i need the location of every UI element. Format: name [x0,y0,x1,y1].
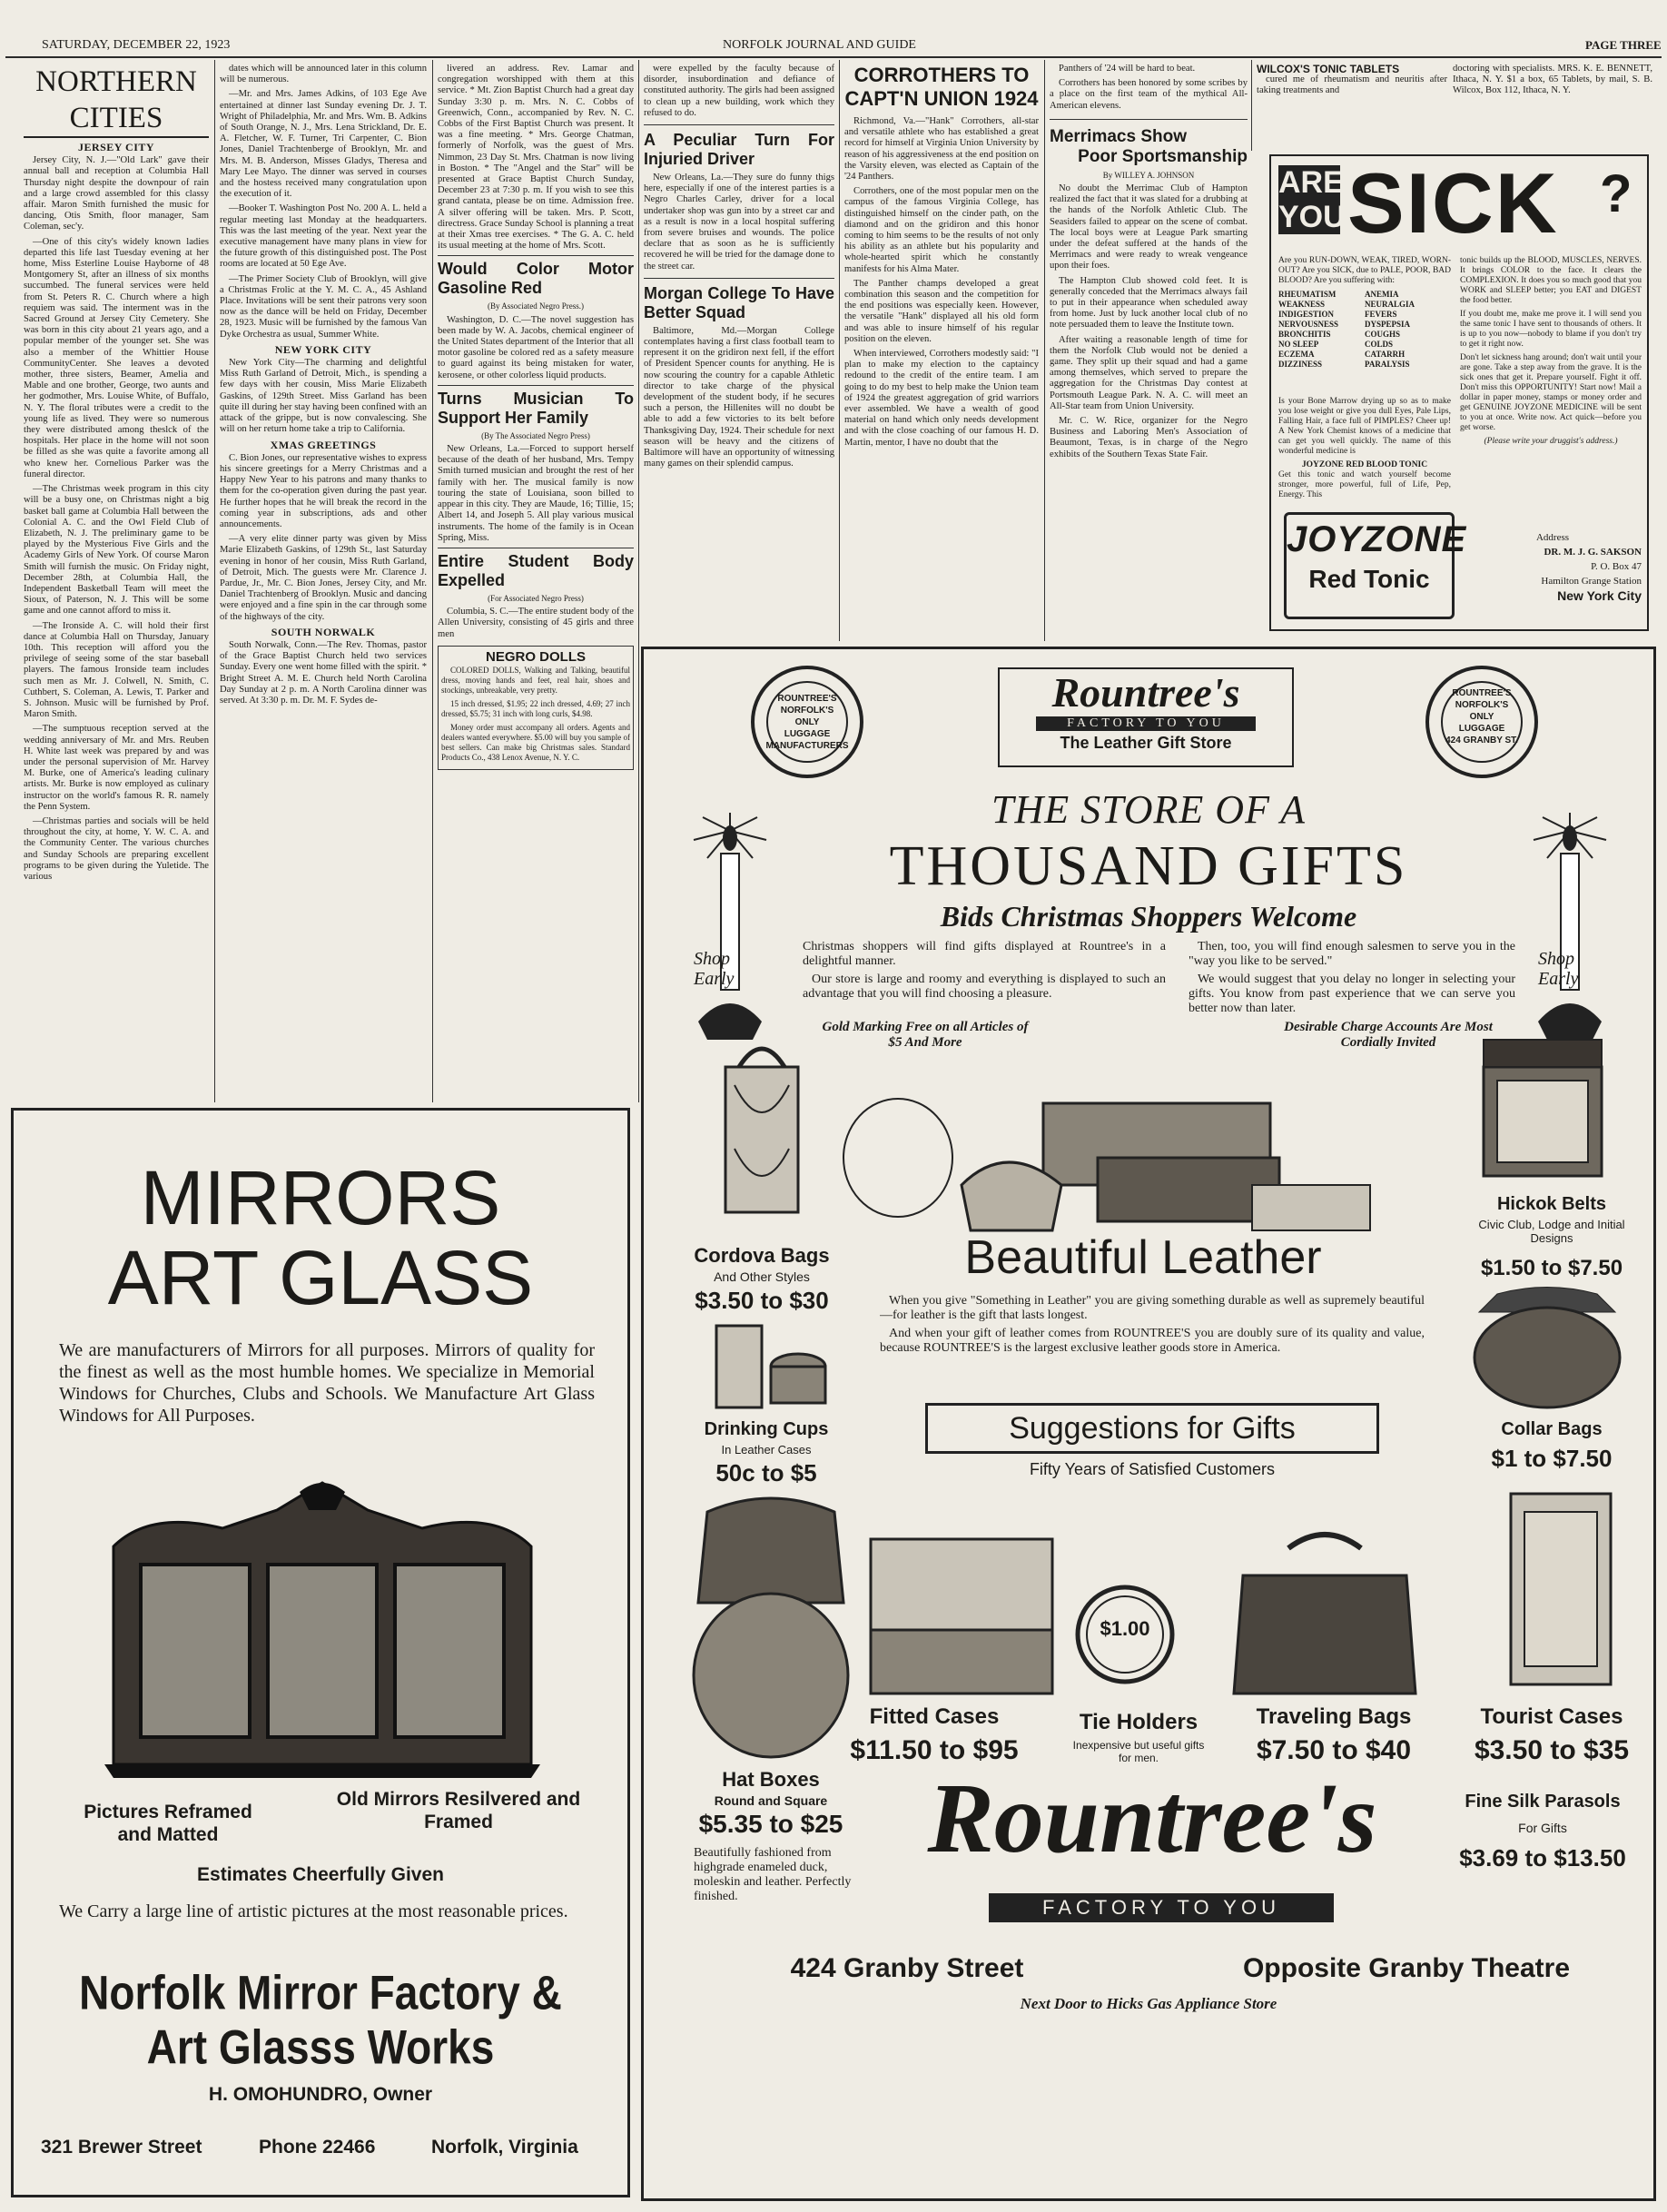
open-fitted-case-illustration [862,1521,1061,1703]
doctor-name: DR. M. J. G. SAKSON [1544,547,1642,558]
pictures-line: We Carry a large line of artistic pictures at the most reasonable prices. [59,1901,568,1921]
new-york-head: NEW YORK CITY [274,342,372,356]
joyzone-right-1: tonic builds up the BLOOD, MUSCLES, NERVES. It brings COLOR to the face. It clears the COMPLEXION. It does you so much good that you WORK and SLEEP better; you EAT and DIGEST the food better. [1460,256,1642,305]
hickok-sub: Civic Club, Lodge and Initial Designs [1478,1218,1625,1245]
column-1 [24,64,209,1108]
owner: H. OMOHUNDRO, Owner [208,2084,433,2105]
ailment-item: DYSPEPSIA [1365,320,1411,329]
wilcox-head: WILCOX'S TONIC TABLETS [1257,64,1400,75]
factory-to-you-top: FACTORY TO YOU [1036,716,1256,731]
seal-top: ROUNTREE'S [1452,688,1512,698]
charge-accounts: Desirable Charge Accounts Are Most Cordially Invited [1284,1020,1493,1050]
beautiful-leather: Beautiful Leather [964,1231,1322,1284]
wilcox-text: cured me of rheumatism and neuritis after taking treatments and [1257,74,1447,96]
joyzone-right-text [1460,256,1642,528]
article-paragraph: Corrothers has been honored by some scribes by a place on the first team of the mythical All-American elevens. [1050,78,1248,111]
seal-norfolk: NORFOLK'S [1455,700,1509,710]
bids-christmas: Bids Christmas Shoppers Welcome [940,900,1357,933]
article-paragraph: livered an address. Rev. Lamar and congregation worshipped with them at this service. * Mt. Zion Baptist Church had a great day Sunday 3:30 p. m. Mrs. N. C. Cobbs of Greenwich, Conn., accompanied by Rev. N. C. Cobbs of the First Baptist Church was present. It was a fine meeting. * Mrs. George Chatman, formerly of Norfolk, was the guest of Mrs. Nimmon, 23 Day St. Mrs. Chatman is now living in Boston. * The "Angel and the Star" will be presented at Grace Baptist Church Sunday, December 23 at 7:30 p. m. If you wish to see this grand cantata, please be on time. Admission free. A silver offering will be taken. Mrs. P. Scott, directress. Grace Sunday School is planning a treat at their Xmas tree exercises. * The G. A. C. held its usual meeting at the home of Mrs. Scott. [438,64,634,252]
question-mark: ? [1600,164,1632,223]
byline: By WILLEY A. JOHNSON [1102,170,1195,180]
south-norwalk-head: SOUTH NORWALK [271,625,376,638]
article-paragraph: Corrothers, one of the most popular men on the campus of the famous Virginia College, has distinguished himself on the cinder path, on the diamond and on the gridiron and this honor coming to him seems to be the results of not only his ability as an athlete but his popularity and whole-hearted spirit which he constantly manifests for his Alma Mater. [844,186,1039,274]
masthead [5,33,1662,58]
joyzone-logo-box [1284,512,1467,619]
ailment-item: COLDS [1365,340,1394,349]
article-paragraph: Washington, D. C.—The novel suggestion has been made by W. A. Jacobs, chemical engineer of the United States department of the Interior that all motor gasoline be colored red as a safety measure to guard against its being mistaken for water, kerosene, or other colorless liquid products. [438,314,634,380]
leather-text-1: When you give "Something in Leather" you are giving something durable as well as supremely beautiful—for leather is the gift that lasts longest. [880,1294,1425,1322]
article-paragraph: The Hampton Club showed cold feet. It is generally conceded that the Merrimacs always fail to put in their appearance when scheduled away from home. Just by luck another local club of no note persuaded them to leave the Institute town. [1050,275,1248,331]
station: Hamilton Grange Station [1541,576,1642,587]
seal-only: ONLY [794,717,820,727]
pictures-reframed: Pictures Reframed and Matted [84,1802,252,1845]
joyzone-intro: Are you RUN-DOWN, WEAK, TIRED, WORN-OUT? Are you SICK, due to PALE, POOR, BAD BLOOD? Are you suffering with: [1278,256,1451,285]
wilcox-ad-left [1257,64,1447,151]
leather-gift-store: The Leather Gift Store [1060,734,1232,752]
article-paragraph: Panthers of '24 will be hard to beat. [1059,64,1196,74]
intro-left-1: Christmas shoppers will find gifts displayed at Rountree's in a delightful manner. [803,940,1166,968]
hickok-belt-box-illustration [1475,1031,1611,1185]
fitted-case-illustration [680,1494,862,1766]
collar-bags-label: Collar Bags [1501,1419,1603,1439]
granby-street: 424 Granby Street [790,1953,1024,1983]
dolls-terms: Money order must accompany all orders. Agents and dealers wanted everywhere. $5.00 will buy you sample of best sellers. Can make big Christmas sales. Standard Products Co., 438 Lenox Avenue, N. Y. C. [441,722,630,762]
byline: (By Associated Negro Press.) [488,301,584,311]
article-paragraph: The Panther champs developed a great combination this season and the competition for the end positions was especially keen. However, the versatile "Hank" displayed all his old form and was able to insure himself of his regular position on the eleven. [844,278,1039,344]
hat-desc: Beautifully fashioned from highgrade enameled duck, moleskin and leather. Perfectly finished. [694,1846,852,1903]
dolls-text: COLORED DOLLS, Walking and Talking, beautiful dress, moving hands and feet, real hair, shoes and stockings, unbreakable, very pretty. [441,665,630,695]
article-paragraph: New Orleans, La.—They sure do funny thigs here, especially if one of the interest parties is a Negro Charles Carley, driver for a local undertaker shop was gun into by a street car and as a result is now in a local hospital suffering from severe bruises and wounds. The police declare that as soon as he is sufficiently recovered he will be tried for the damage done to the street car. [644,173,834,272]
are-you-label [1278,165,1346,234]
joyzone-right-2: If you doubt me, make me prove it. I will send you the same tonic I have sent to thousands of others. It is up to you now—nobody to blame if you don't try to get it right now. [1460,310,1642,349]
next-door: Next Door to Hicks Gas Appliance Store [1020,1995,1277,2012]
cordova-price: $3.50 to $30 [695,1287,829,1314]
headline-corrothers-1: CORROTHERS TO [853,64,1030,86]
hickok-belts-label: Hickok Belts [1496,1194,1607,1214]
ailment-item: PARALYSIS [1365,360,1410,369]
dolls-ad [438,646,634,770]
tourist-case-illustration [1493,1485,1629,1694]
shop-early-left: Shop Early [694,949,735,989]
hat-sub: Round and Square [714,1793,828,1808]
headline-merrimacs-1: Merrimacs Show [1050,126,1187,146]
phone: Phone 22466 [259,2137,376,2158]
seal-only: ONLY [1469,712,1494,722]
firm-name-2: Art Glasss Works [146,2019,495,2074]
seal-mfr: MANUFACTURERS [765,741,849,751]
cordova-sub: And Other Styles [714,1269,810,1284]
article-paragraph: —The Christmas week program in this city will be a busy one, on Christmas night a big basket ball game at Columbia Hall between the Colonial A. C. and the Owl Field Club of Elizabeth, N. J. The preliminary game to be played by the Mysterious Five Girls and the Academy Girls of New York. Of course Maron Smith will furnish the music. On Friday night, December 28th, at Columbia Hall, the Independent Basketball Team will meet the Sioux, of Paterson, N. J. This will be some game and one cannot afford to miss it. [24,484,209,617]
travel-price: $7.50 to $40 [1256,1735,1412,1765]
ailments-right [1365,290,1451,370]
ailments-left [1278,290,1365,370]
parasols-price: $3.69 to $13.50 [1459,1844,1626,1871]
traveling-bag-illustration [1225,1521,1425,1703]
red-tonic-label: Red Tonic [1308,565,1430,593]
ailment-item: WEAKNESS [1278,300,1326,309]
street-address: 321 Brewer Street [41,2137,202,2158]
column-3 [438,64,634,1108]
ailment-item: ECZEMA [1278,350,1315,359]
jersey-city-head: JERSEY CITY [77,141,155,153]
rountree-intro-left [803,940,1166,1022]
rountree-top-logo [998,667,1294,767]
ailment-item: INDIGESTION [1278,310,1335,319]
luggage-group-illustration [825,1085,1388,1239]
joyzone-right-3: Don't let sickness hang around; don't wait until your are gone. Take a step away from the grave. It is the sick ones that get it. Prepare yourself. Fight it off. Don't miss this OPPORTUNITY! Start now! Mail a dollar in paper money, stamps or money order and get GENUINE JOYZONE MEDICINE will be sent to you at once. Write now. Act quick—before you get worse. [1460,353,1642,432]
ailment-item: NEURALGIA [1365,300,1415,309]
hickok-price: $1.50 to $7.50 [1480,1256,1623,1280]
seal-luggage: LUGGAGE [1458,724,1505,734]
rountree-intro-right [1189,940,1515,1022]
headline-driver: A Peculiar Turn For Injuried Driver [644,131,834,169]
cups-sub: In Leather Cases [721,1443,812,1457]
joyzone-druggist: (Please write your druggist's address.) [1484,437,1618,446]
article-paragraph: When interviewed, Corrothers modestly said: "I plan to make my election to the captaincy redound to the credit of the entire team. I am going to do my best to help make the Union team of 1924 the greatest aggregation of grid warriors ever assembled. We have a wealth of good material on hand which only needs development and with the close coaching of our famous H. D. Martin, mentor, I have no doubt that the [844,349,1039,448]
seal-right-text [1436,687,1527,746]
collar-price: $1 to $7.50 [1491,1445,1613,1472]
leather-text-2: And when your gift of leather comes from ROUNTREE'S you are doubly sure of its quality and value, because ROUNTREE'S is the largest exclusive leather goods store in America. [880,1327,1425,1355]
store-of-a: THE STORE OF A [991,787,1307,832]
firm-name-1: Norfolk Mirror Factory & [79,1965,562,2019]
joyzone-product: JOYZONE RED BLOOD TONIC [1301,460,1428,469]
article-paragraph: Columbia, S. C.—The entire student body of the Allen University, consisting of 45 girls and three men [438,607,634,639]
article-paragraph: After waiting a reasonable length of time for them the Norfolk Club would not be denied a game. They split up their squad and had a game among themselves, which served to prepare the aggregation for the Christmas Day contest at Portsmouth League Park. N. A. C. will meet an All-Star team from Union University. [1050,334,1248,411]
ailment-item: FEVERS [1365,310,1397,319]
cups-price: 50c to $5 [715,1459,817,1486]
art-glass-title: ART GLASS [107,1235,534,1320]
tie-holders-label: Tie Holders [1079,1710,1198,1734]
seal-top: ROUNTREE'S [777,694,837,704]
joyzone-address [1464,530,1642,603]
ailment-item: NERVOUSNESS [1278,320,1339,329]
rountree-logo-bottom: Rountree's [927,1763,1377,1873]
xmas-greetings-head: XMAS GREETINGS [270,438,377,451]
wilcox-ad-right [1453,64,1652,151]
estimates: Estimates Cheerfully Given [197,1864,444,1885]
ailment-item: CATARRH [1365,350,1406,359]
seal-luggage: LUGGAGE [784,729,831,739]
rountree-logo-top: Rountree's [1051,669,1240,716]
article-paragraph: —The Primer Society Club of Brooklyn, will give a Christmas Frolic at the Y. M. C. A., 45 Ashland Place. Invitations will be sent their patrons very soon now as the dance will be held on Friday, December 28, 1923. Music will be furnished by the famous Van Dyke Orchestra as usual, Summer White. [220,273,427,340]
joyzone-body [1278,397,1451,506]
byline: (For Associated Negro Press) [488,593,584,603]
address-label: Address [1535,532,1570,543]
column-4 [644,64,834,645]
mirrors-resilvered: Old Mirrors Resilvered and Framed [336,1789,581,1832]
po-box: P. O. Box 47 [1591,561,1642,572]
article-paragraph: —Mr. and Mrs. James Adkins, of 103 Ege Ave entertained at dinner last Sunday evening Dr. J. T. Wright of Philadelphia, Mr. and Mrs. Wm. B. Adkins of South Orange, N. J., Mrs. Lena Strickland, Dr. E. A. Fletcher, W. F. Turner, Tri Carpenter, C. Bion Jones, Daniel Trachtenberge of Brooklyn, Mr. and Mrs. M. B. Anderson, Misses Gladys, Theresa and Mary Lee Mayo. The dinner was served in courses and the hostess received many congratulation upon the execution of it. [220,89,427,200]
article-paragraph: —The sumptuous reception served at the wedding anniversary of Mr. and Mrs. Reuben H. White last week was prepared by and was under the personal supervision of Mr. Harvey M. Burke, one of America's leading culinary artists. Mr. Burke is now employed as culinary instructor on the world's famous R. R. namely the Penn System. [24,724,209,812]
article-paragraph: —Booker T. Washington Post No. 200 A. L. held a regular meeting last Monday at the headquarters. This was the last meeting of the year. Next year the executive management have many plans in view for the future growth of this distinguished post. The Post rooms are located at 50 Ege Ave. [220,203,427,270]
tourist-price: $3.50 to $35 [1474,1735,1630,1765]
headline-morgan: Morgan College To Have Better Squad [644,283,834,321]
page-number: PAGE THREE [1585,38,1662,52]
joyzone-ad [1269,154,1649,631]
leather-text [880,1294,1425,1403]
intro-left-2: Our store is large and roomy and everything is displayed to such an advantage that you will find choosing a pleasure. [803,973,1166,1001]
intro-right-1: Then, too, you will find enough salesmen to serve you in the "way you like to be served." [1189,940,1515,968]
joyzone-logo: JOYZONE [1287,519,1467,559]
column-6 [1050,64,1248,645]
gold-marking: Gold Marking Free on all Articles of $5 And More [822,1020,1029,1050]
ailment-item: DIZZINESS [1278,360,1323,369]
headline-musician: Turns Musician To Support Her Family [438,389,634,427]
collar-bag-illustration [1461,1285,1633,1412]
article-paragraph: Richmond, Va.—"Hank" Corrothers, all-star and versatile athlete who has established a great record for himself at Virginia Union University by reason of his aggressiveness at the end position on the Varsity eleven, was elected as Captain of the '24 Panthers. [844,116,1039,183]
city: New York City [1557,588,1642,603]
article-paragraph: Jersey City, N. J.—"Old Lark" gave their annual ball and reception at Columbia Hall Thursday night despite the downpour of rain and a large crowd assembled for this classy affair. Maron Smith furnished the music for dancing, Otis Smith, floor manager, Sam Coleman, sec'y. [24,155,209,232]
ailment-item: RHEUMATISM [1278,290,1337,299]
headline-motor: Would Color Motor Gasoline Red [438,260,634,298]
article-paragraph: C. Bion Jones, our representative wishes to express his sincere greetings for a Merry Christmas and a Happy New Year to his patrons and many thanks to them for the co-operation given during the past year. He further hopes that he will break the record in the coming year in subscriptions, ads and other announcements. [220,452,427,529]
ailment-item: ANEMIA [1365,290,1399,299]
mirrors-body: We are manufacturers of Mirrors for all purposes. Mirrors of quality for the finest as well as the most humble homes. We specialize in Memorial Windows for Churches, Clubs and Schools. We Manufacture Art Glass Windows for All Purposes. [59,1340,595,1426]
drinking-cups-label: Drinking Cups [704,1419,829,1439]
headline-merrimacs-2: Poor Sportsmanship [1078,146,1248,166]
hat-boxes-label: Hat Boxes [722,1768,820,1791]
mirrors-ad [11,1108,630,2197]
ornate-mirror-illustration [95,1474,549,1782]
paper-name: NORFOLK JOURNAL AND GUIDE [723,38,916,52]
hat-price: $5.35 to $25 [698,1810,843,1838]
issue-date: SATURDAY, DECEMBER 22, 1923 [42,38,231,52]
dolls-prices: 15 inch dressed, $1.95; 22 inch dressed, 4.69; 27 inch dressed, $5.75; 31 inch with long curls, $4.98. [441,698,630,718]
factory-to-you-bottom: FACTORY TO YOU [989,1893,1334,1922]
column-5 [844,64,1039,645]
tie-sub: Inexpensive but useful gifts for men. [1072,1739,1205,1764]
tourist-cases-label: Tourist Cases [1480,1704,1623,1729]
seal-norfolk: NORFOLK'S [780,706,834,716]
dolls-head: NEGRO DOLLS [485,648,586,665]
shop-early-right: Shop Early [1538,949,1579,989]
article-paragraph: dates which will be announced later in this column will be numerous. [220,64,427,85]
candle-icon-right [1520,813,1620,1049]
parasols-label: Fine Silk Parasols [1465,1792,1621,1812]
candle-icon-left [680,813,780,1049]
seal-addr: 424 GRANBY ST. [1445,736,1518,746]
intro-right-2: We would suggest that you delay no longer in selecting your gifts. You know from past experience that we can serve you better now than later. [1189,973,1515,1015]
tie-price: $1.00 [1100,1617,1150,1640]
article-paragraph: South Norwalk, Conn.—The Rev. Thomas, pastor of the Grace Baptist Church held two services Sunday. Every one went home filled with the spirit. * Bright Street A. M. E. Church held North Carolina Day Sunday at 2 p. m. A North Carolina dinner was served. At 3:30 p. m. Dr. M. F. Sydes de- [220,639,427,706]
cordova-bags-label: Cordova Bags [694,1244,830,1267]
column-2 [220,64,427,1108]
section-banner: NORTHERN CITIES [24,64,209,138]
fitted-price: $11.50 to $95 [850,1735,1019,1765]
article-paragraph: —Christmas parties and socials will be held throughout the city, at home, Y. W. C. A. and the Community Center. The various churches and Sunday Schools are preparing excellent programs to be given during the Yuletide. The various [24,815,209,882]
joyzone-left-text [1278,256,1451,392]
ailment-item: BRONCHITIS [1278,330,1331,339]
parasols-sub: For Gifts [1518,1821,1567,1835]
fifty-years: Fifty Years of Satisfied Customers [1029,1460,1276,1478]
article-paragraph: Baltimore, Md.—Morgan College contemplates having a first class football team to represent it on the gridiron next fell, if the effort of President Spencer counts for anything. He is now scouring the country for a capable Athletic director to take charge of the physical development of the student body, if he secures such a person, the Hillenites will no doubt be able to add a few victories to its belt before Thanksgiving Day, 1924. Their schedule for next season will be heavy and the citizens of Baltimore will have an opportunity of witnessing many games on their splendid campus. [644,325,834,469]
thousand-gifts: THOUSAND GIFTS [889,835,1408,897]
article-paragraph: —A very elite dinner party was given by Miss Marie Elizabeth Gaskins, of 129th St., last Saturday evening in honor of her cousin, Miss Ruth Garland, of Detroit, Mich. The guests were Mr. Clarence J. Pardue, Jr., Mr. C. Bion Jones, Jersey City, and Mr. Daniel Trachtenberg of Brooklyn. Music and dancing were enjoyed and a fine spin in the car through some of the highways of the city. [220,534,427,622]
joyzone-body-1: Is your Bone Marrow drying up so as to make you lose weight or give you dull Eyes, Pale Lips, Falling Hair, a face full of PIMPLES? Cheer up! A New York Chemist knows of a medicine that can get you well quickly. The name of this wonderful medicine is [1278,397,1451,456]
sick-word: SICK [1347,155,1559,251]
article-paragraph: New Orleans, La.—Forced to support herself because of the death of her husband, Mrs. Tempy Smith turned musician and brought the rest of her family with her. The musical family is now touring the state of Louisiana, soon billed to appear in this city. They are Maude, 16; Tillie, 15; Albert 14, and Joseph 5. All play various musical instruments. The home of the family is in Ocean Spring, Miss. [438,444,634,543]
article-paragraph: —The Ironside A. C. will hold their first dance at Columbia Hall on Thursday, January 10th. This reception will afford you the privilege of seeing some of the star baseball players. The famous Ironside team includes such men as Mr. J. Colwell, N. Smith, C. Cuthbert, S. Coleman, A. Lewis, T. Parker and S. Johnson. Music will be furnished by Prof. Maron Smith. [24,620,209,720]
headline-corrothers-2: CAPT'N UNION 1924 [844,87,1039,110]
article-paragraph: New York City—The charming and delightful Miss Ruth Garland of Detroit, Mich., is spending a few days with her cousin, Miss Marie Elizabeth Gaskins, of 129th Street. Miss Garland has been quite ill during her stay having been confined with an attack of the grippe, but is now convalescing. She will on her return home take a trip to California. [220,358,427,435]
drinking-cups-illustration [707,1317,834,1417]
cordova-bag-illustration [712,1031,812,1221]
article-paragraph: were expelled by the faculty because of disorder, insubordination and defiance of constituted authority. The girls had been assigned to clean up a new building, work which they refused to do. [644,64,834,118]
headline-expelled: Entire Student Body Expelled [438,551,634,589]
wilcox-text-2: doctoring with specialists. MRS. K. E. BENNETT, Ithaca, N. Y. $1 a box, 65 Tablets, by mail, S. B. Wilcox, Box 112, Ithaca, N. Y. [1453,64,1652,96]
opposite-theatre: Opposite Granby Theatre [1242,1953,1571,1983]
article-paragraph: No doubt the Merrimac Club of Hampton realized the fact that it was slated for a drubbing at the hands of the Norfolk Athletic Club. The Seasiders failed to appear on the scene of combat. The local boys were at League Park smarting under the defeat suffered at the hands of the Merrimacs and were ready to wreak vengeance upon their foes. [1050,183,1248,272]
mirrors-title: MIRRORS [140,1155,501,1240]
ailment-item: NO SLEEP [1278,340,1319,349]
article-paragraph: —One of this city's widely known ladies departed this life last Tuesday evening at her home, Miss Esterline Louise Hayborne of 48 Montgomery St, after an illness of six months succumbed. The funeral services were held from St. Peters R. C. Church where a high requiem was said. The interment was in the Sacred Ground at Jersey City Cemetery. She was born in this city about 21 years ago, and a popular member of the younger set. She was also a member of the Whittier House CommunityCenter. She leaves a devoted mother, three sisters, Beamer, Amelia and Mable and one brother, George, two aunts and her godmother, Mrs. Louise White, of Buffalo, N. Y. The floral tributes were a credit to the young life as lived. They were so numerous they were distributed among theslck of the hospitals. Her place in the home will not soon be filled as she was quite a favorite among all who knew her. Cornelious Parker was the funeral director. [24,236,209,479]
you-word: YOU [1278,200,1346,234]
suggestions-for-gifts: Suggestions for Gifts [925,1403,1379,1454]
fitted-cases-label: Fitted Cases [869,1704,1000,1729]
ailment-item: COUGHS [1365,330,1401,339]
are-word: ARE [1278,165,1344,200]
rountree-ad [641,647,1656,2201]
town: Norfolk, Virginia [431,2137,578,2158]
joyzone-body-2: Get this tonic and watch yourself become stronger, more powerful, full of Life, Pep, Energy. This [1278,470,1451,499]
traveling-bags-label: Traveling Bags [1256,1704,1412,1729]
article-paragraph: Mr. C. W. Rice, organizer for the Negro Business and Laboring Men's Association of Beaumont, Texas, is in charge of the Negro exhibits of the Southern Texas State Fair. [1050,416,1248,459]
byline: (By The Associated Negro Press) [481,430,590,440]
seal-left-text [762,693,853,752]
